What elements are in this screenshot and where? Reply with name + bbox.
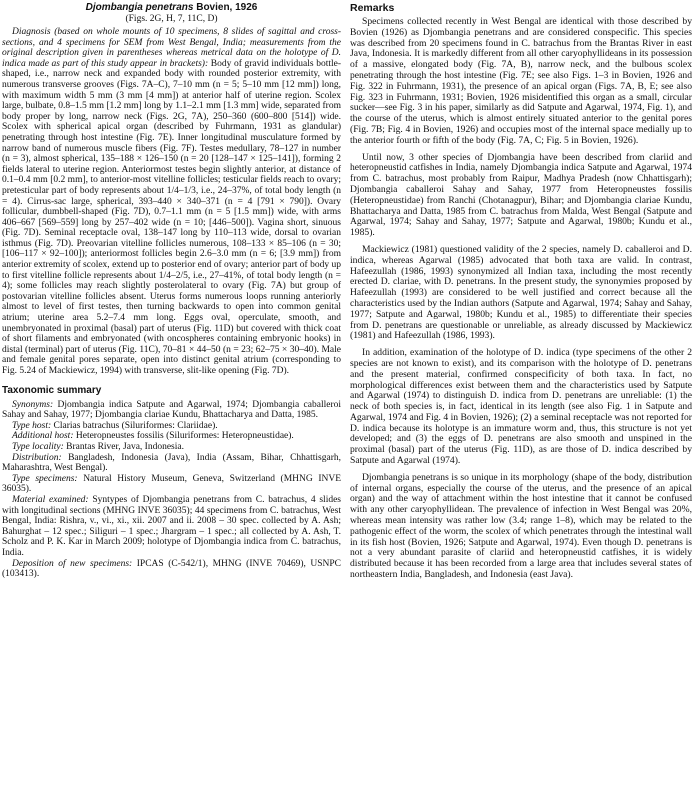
diagnosis-label: Diagnosis <box>12 27 51 37</box>
remarks-paragraph-4: In addition, examination of the holotype of D. indica (type specimens of the other 2 species are not known to exist), and its comparison with the holotype of D. penetrans and the present material, confirmed conspecificity of both taxa. In fact, no morphological differences exist between them and the characteristics used by Satpute and Agarwal (1974) to distinguish D. indica from D. penetrans are unreliable: (1) the neck of both species is, in fact, identical in its length (see also Fig. 1 in Satpute and Agarwal, 1974 and Fig. 4 in Bovien, 1926); (2) a seminal receptacle was not reported for D. indica because its holotype is an immature worm and, thus, this structure is not yet developed; and (3) the eggs of D. penetrans are also smooth and unspined in the proximal (basal) part of the uterus (Fig. 11D), as are those of D. indica described by Satpute and Agarwal (1974). <box>350 347 692 467</box>
taxo-text: Natural History Museum, Geneva, Switzerland (MHNG INVE 36035). <box>2 473 342 495</box>
left-column <box>2 0 341 580</box>
diagnosis-body: Body of gravid individuals bottle-shaped, i.e., narrow neck and expanded body with rounded posterior extremity, with numerous transverse grooves (Figs. 7A–C), 7–10 mm (n = 5; 5–10 mm [12 mm]) long, with maximum width 5 mm (3 mm [4 mm]) at anterior half of uterine region. Scolex large, bulbate, 0.8–1.5 mm [1.2 mm] long by 1.1–2.1 mm [1.3 mm] wide, separated from body proper by long, narrow neck (Figs. 2G, 7A), 250–360 (600–800 [514]) wide. Scolex with spherical apical organ (described by Fuhrmann, 1931 as glandular) penetrating through host intestine (Fig. 7E). Inner longitudinal musculature formed by narrow band of numerous muscle fibers (Fig. 7F). Testes medullary, 78–127 in number (n = 3), almost spherical, 135–188 × 126–150 (n = 20 [128–147 × 125–141]), forming 2 fields lateral to uterine region. Anteriormost testes begin slightly anterior, at distance of 0.1–0.4 mm [0.2 mm], to anterior-most vitelline follicles; testicular fields reach to ovary; pretesticular part of body represents about 1/4–1/3, i.e., 24–37%, of total body length (n = 4). Cirrus-sac large, spherical, 393–440 × 340–371 (n = 4 [791 × 790]). Ovary follicular, dumbbell-shaped (Fig. 7D), 0.7–1.1 mm (n = 5 [1.5 mm]) wide, with arms 406–667 [569–559] long by 257–402 wide (n = 10; [446–500]). Vagina short, sinuous (Fig. 7D). Seminal receptacle oval, 138–147 long by 110–113 wide, dorsal to ovarian isthmus (Fig. 7D). Preovarian vitelline follicles numerous, 108–133 × 85–106 (n = 30; [106–117 × 92–100]); anteriormost follicles begin 2.6–3.0 mm (n = 6; [3.9 mm]) from anterior extremity of scolex, extend up to posterior end of ovary; anterior part of body up to first vitelline follicle represents about 1/4–2/5, i.e., 27–41%, of total body length (n = 4); some follicles may reach slightly posterolateral to ovary (Fig. 7A) but group of postovarian vitelline follicles absent. Uterus forms numerous loops running anteriorly almost to level of first testes, then turning backwards to open into common genital atrium; uterine area 5.2–7.4 mm long. Eggs oval, operculate, smooth, and unembryonated in proximal (basal) part of uterus (Fig. 11D) but covered with thick coat of short filaments and embryonated (with oncospheres containing embryonic hooks) in distal (terminal) part of uterus (Fig. 11C), 70–81 × 44–50 (n = 23; 62–75 × 30–40). Male and female genital pores separate, open into distinct genital atrium (corresponding to Fig. 5.24 of Mackiewicz, 1994) with transverse, slit-like opening (Fig. 7D). <box>2 58 341 376</box>
remarks-paragraph-1: Specimens collected recently in West Bengal are identical with those described by Bovien (1926) as Djombangia penetrans and are considered conspecific. This species was described from 20 specimens found in C. batrachus from the Brantas River in east Java, Indonesia. It is markedly different from all other caryophyllideans in its possession of a massive, elongated body (Fig. 7A, B), narrow neck, and the bulbous scolex penetrating through the host intestine (Fig. 7E; see also Figs. 1–3 in Bovien, 1926 and Fig. 322 in Fuhrmann, 1931), the presence of an apical organ (Figs. 7A, B, E; see also Fig. 323 in Fuhrmann, 1931; Bovien, 1926 misidentified this organ as a small, circular sucker—see Fig. 3 in his paper, similarly as did Satpute and Agarwal, 1974, Fig. 1), and the course of the uterus, which is almost entirely situated anterior to the genital pores (Fig. 7B; Fig. 4 in Bovien, 1926) and occupies most of the internal space medially up to the anterior fourth or fifth of the body (Fig. 7A, C; Fig. 5 in Bovien, 1926). <box>350 16 692 146</box>
diagnosis-paragraph <box>2 27 341 377</box>
taxo-text: Djombangia indica Satpute and Agarwal, 1974; Djombangia caballeroi Sahay and Sahay, 1977; Djombangia clariae Kundu, Bhattacharya and Datta, 1985. <box>2 399 341 421</box>
taxo-text: Clarias batrachus (Siluriformes: Clariidae). <box>53 420 218 431</box>
taxo-deposition <box>2 559 341 580</box>
taxo-type-specimens <box>2 474 341 495</box>
taxo-label: Additional host: <box>12 431 74 442</box>
taxo-label: Type host: <box>12 420 52 431</box>
remarks-paragraph-3: Mackiewicz (1981) questioned validity of the 2 species, namely D. caballeroi and D. indica, whereas Agarwal (1985) advocated that both taxa are valid. In contrast, Hafeezullah (1986, 1993) synonymized all Indian taxa, including the most recently erected D. clariae, with D. penetrans. In the present study, the synonymies proposed by Hafeezullah (1993) are considered to be well justified and correct because all the characteristics used by the Indian authors (Satpute and Agarwal, 1974; Sahay and Sahay, 1977; Satpute and Agarwal, 1980b; Kundu et al., 1985) to differentiate their species from D. penetrans are questionable or unreliable, as already discussed by Mackiewicz (1981) and Hafeezullah (1986, 1993). <box>350 243 692 342</box>
diagnosis-section <box>2 27 341 377</box>
figure-reference: (Figs. 2G, H, 7, 11C, D) <box>125 14 218 24</box>
taxo-label: Material examined: <box>12 494 89 505</box>
remarks-paragraph-5: Djombangia penetrans is so unique in its morphology (shape of the body, distribution of internal organs, especially the course of the uterus, and the presence of an apical organ) and the way of attachment within the host intestine that it cannot be confused with any other caryophyllidean. The prevalence of infection in West Bengal was 20%, whereas mean intensity was rather low (3.4; range 1–8), which may be related to the pathogenic effect of the worm, the scolex of which penetrates through the intestinal wall in its fish host (Bovien, 1926; Satpute and Agarwal, 1974). Even though D. penetrans is not a very abundant parasite of clariid and heteropneustid catfishes, it is widely distributed because it has been recorded from a large area that includes several states of northeastern India, Bangladesh, and Indonesia (east Java). <box>350 471 692 581</box>
remarks-paragraph-2: Until now, 3 other species of Djombangia have been described from clariid and heteropneustid catfishes in India, namely Djombangia indica Satpute and Agarwal, 1974 from C. batrachus, most probably from Raipur, Madhya Pradesh (now Chhattisgarh); Djombangia caballeroi Sahay and Sahay, 1977 from Heteropneustes fossilis (Heteropneustidae) from Ranchi (Chotanagpur), Bihar; and Djombangia clariae Kundu, Bhattacharya and Datta, 1985 from C. batrachus from Malda, West Bengal (Satpute and Agarwal, 1974; Sahay and Sahay, 1977; Satpute and Agarwal, 1980b; Kundu et al., 1985). <box>350 151 692 239</box>
taxonomic-summary-heading: Taxonomic summary <box>2 384 102 396</box>
right-column <box>350 0 692 581</box>
taxo-label: Type locality: <box>12 441 64 452</box>
taxonomic-summary <box>2 400 341 580</box>
taxo-text: Heteropneustes fossilis (Siluriformes: Heteropneustidae). <box>75 431 294 442</box>
taxo-additional-host <box>2 431 341 442</box>
taxo-label: Synonyms: <box>12 399 54 410</box>
taxo-text: Syntypes of Djombangia penetrans from C. batrachus, 4 slides with longitudinal sections (MHNG INVE 36035); 44 specimens from C. batrachus, West Bengal, India: Rishra, v., vi., xi., xii. 2007 and ii. 2008 – 30 spec. collected by A. Ash; Bahurghat – 12 spec.; Siliguri – 1 spec.; Jhargram – 1 spec.; all collected by A. Ash, T. Scholz and P. K. Kar in March 2009; holotype of Djombangia indica from C. batrachus, India. <box>2 494 342 558</box>
taxo-type-locality <box>2 442 341 453</box>
taxo-label: Deposition of new specimens: <box>12 558 133 569</box>
taxo-label: Distribution: <box>12 452 62 463</box>
remarks-heading: Remarks <box>350 2 395 14</box>
species-name: Djombangia penetrans <box>85 2 194 13</box>
taxo-text: Brantas River, Java, Indonesia. <box>66 441 184 452</box>
species-authority: Bovien, 1926 <box>196 2 258 13</box>
diagnosis-intro: (based on whole mounts of 10 specimens, 8 slides of sagittal and cross-sections, and 4 specimens for SEM from West Bengal, India; measurements from the original description given in parentheses whereas metrical data on the holotype of D. indica made as part of this study appear in brackets): <box>2 27 342 69</box>
species-heading <box>2 2 341 14</box>
taxo-label: Type specimens: <box>12 473 78 484</box>
taxo-type-host <box>2 421 341 432</box>
taxo-synonyms <box>2 400 341 421</box>
taxo-text: Bangladesh, Indonesia (Java), India (Assam, Bihar, Chhattisgarh, Maharashtra, West Bengal). <box>2 452 342 474</box>
taxo-material-examined <box>2 495 341 559</box>
taxo-distribution <box>2 453 341 474</box>
taxo-text: IPCAS (C-542/1), MHNG (INVE 70469), USNPC (103413). <box>2 558 342 580</box>
